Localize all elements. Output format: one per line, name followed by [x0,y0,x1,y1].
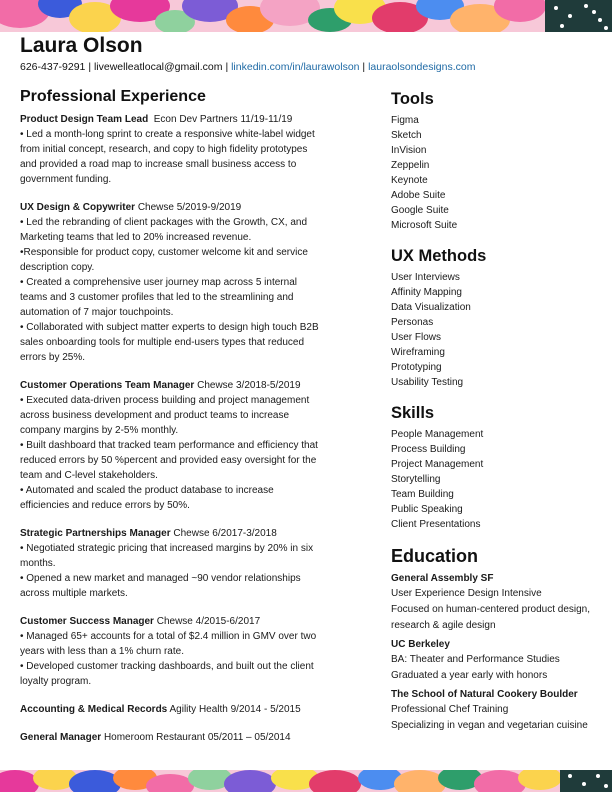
school-detail: Specializing in vegan and vegetarian cuisine [391,720,588,731]
skill-item: Team Building [391,489,454,500]
job-title: Strategic Partnerships Manager [20,528,171,539]
job-company-dates: Homeroom Restaurant 05/2011 – 05/2014 [103,732,291,743]
contact-separator: | [225,61,229,73]
job-bullet: •Responsible for product copy, customer welcome kit and service description copy. [20,247,308,273]
contact-separator: | [88,61,92,73]
tool-item: Keynote [391,175,428,186]
tool-item: Zeppelin [391,160,430,171]
floral-pattern-bottom [0,770,612,792]
ux-methods-heading: UX Methods [391,247,487,265]
job-entry [20,730,320,745]
job-company-dates: Econ Dev Partners 11/19-11/19 [153,114,293,125]
education-section [391,546,606,734]
job-bullet: • Developed customer tracking dashboards, and built out the client loyalty program. [20,661,314,687]
school-name: General Assembly SF [391,573,494,584]
school-name: UC Berkeley [391,639,450,650]
floral-banner-bottom [0,770,612,792]
job-title: UX Design & Copywriter [20,202,136,213]
tools-heading: Tools [391,90,434,108]
skill-item: People Management [391,429,484,440]
skills-heading: Skills [391,404,435,422]
skill-item: Client Presentations [391,519,481,530]
floral-banner-top [0,0,612,32]
job-company-dates: Chewse 5/2019-9/2019 [137,202,242,213]
ux-methods-section [391,247,606,390]
linkedin-link[interactable]: linkedin.com/in/laurawolson [231,61,360,73]
job-bullet: • Negotiated strategic pricing that increased margins by 20% in six months. [20,543,314,569]
school-detail: User Experience Design Intensive [391,588,542,599]
job-entry [20,702,320,717]
job-title: Customer Success Manager [20,616,154,627]
school-detail: BA: Theater and Performance Studies [391,654,560,665]
ux-method-item: User Flows [391,332,442,343]
job-entry [20,200,320,365]
tool-item: Microsoft Suite [391,220,458,231]
skills-section [391,404,606,532]
job-title: General Manager [20,732,102,743]
tool-item: Sketch [391,130,422,141]
ux-method-item: Personas [391,317,434,328]
ux-method-item: Prototyping [391,362,442,373]
candidate-name: Laura Olson [20,34,143,57]
floral-pattern-top [0,0,612,32]
skill-item: Storytelling [391,474,441,485]
job-bullet: • Led the rebranding of client packages with the Growth, CX, and Marketing teams that led to 20% increased revenue. [20,217,308,243]
job-company-dates: Chewse 4/2015-6/2017 [156,616,261,627]
contact-separator: | [362,61,366,73]
job-bullet: • Created a comprehensive user journey map across 5 internal teams and 3 customer profiles that led to the streamlining and automation of 7 major touchpoints. [20,277,297,318]
contact-line [20,61,475,73]
job-bullet: • Managed 65+ accounts for a total of $2.4 million in GMV over two years with less than a 1% churn rate. [20,631,317,657]
job-bullet: • Automated and scaled the product database to increase efficiencies and reduce errors by 50%. [20,485,274,511]
job-bullet: • Collaborated with subject matter experts to design high touch B2B sales onboarding tools for multiple end-users types that reduced errors by 25%. [20,322,319,363]
job-entry [20,526,320,601]
skill-item: Project Management [391,459,484,470]
job-company-dates: Chewse 6/2017-3/2018 [173,528,277,539]
job-company-dates: Chewse 3/2018-5/2019 [197,380,301,391]
sidebar-column [391,90,606,748]
tool-item: Google Suite [391,205,449,216]
school-detail: Professional Chef Training [391,704,509,715]
job-bullet: • Opened a new market and managed ~90 vendor relationships across multiple markets. [20,573,301,599]
school-detail: Graduated a year early with honors [391,670,548,681]
job-bullet: • Built dashboard that tracked team performance and efficiency that reduced errors by 50 %percent and provided easy oversight for the team and C-level stakeholders. [20,440,318,481]
tool-item: Adobe Suite [391,190,446,201]
ux-method-item: Data Visualization [391,302,471,313]
job-title: Customer Operations Team Manager [20,380,195,391]
job-company-dates: Agility Health 9/2014 - 5/2015 [169,704,301,715]
experience-section [20,88,320,758]
job-title: Accounting & Medical Records [20,704,168,715]
experience-heading: Professional Experience [20,88,206,105]
ux-method-item: Wireframing [391,347,445,358]
ux-method-item: User Interviews [391,272,460,283]
ux-method-item: Usability Testing [391,377,464,388]
website-link[interactable]: lauraolsondesigns.com [368,61,476,73]
job-bullet: • Led a month-long sprint to create a responsive white-label widget from initial concept, research, and copy to high fidelity prototypes and provided a road map to increase small business access to government funding. [20,129,315,185]
tools-section [391,90,606,233]
tool-item: Figma [391,115,419,126]
job-entry [20,378,320,513]
job-title: Product Design Team Lead [20,114,149,125]
job-entry [20,112,320,187]
skill-item: Process Building [391,444,466,455]
job-entry [20,614,320,689]
school-detail: Focused on human-centered product design, research & agile design [391,604,591,631]
job-bullet: • Executed data-driven process building and project management across business development and product teams to increase company margins by 2-5% monthly. [20,395,310,436]
skill-item: Public Speaking [391,504,463,515]
email-address[interactable]: livewelleatlocal@gmail.com [93,61,223,73]
tool-item: InVision [391,145,427,156]
ux-method-item: Affinity Mapping [391,287,462,298]
phone-number: 626-437-9291 [20,61,86,73]
education-heading: Education [391,546,479,566]
school-name: The School of Natural Cookery Boulder [391,689,578,700]
